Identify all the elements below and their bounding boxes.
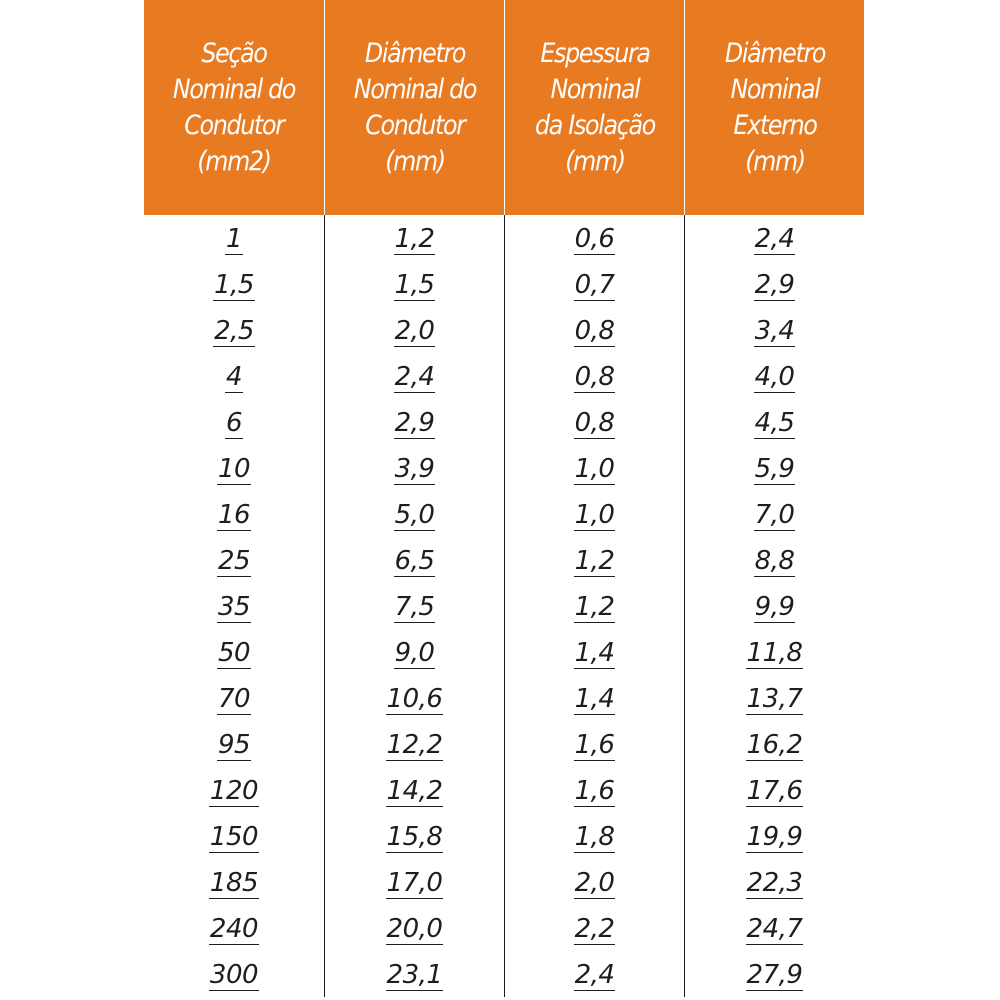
conductor-diameter-cell xyxy=(324,491,504,537)
cell-value: 16,2 xyxy=(746,730,803,760)
cross-section-cell xyxy=(144,537,324,583)
cell-value: 4,5 xyxy=(754,408,795,438)
external-diameter-cell xyxy=(684,583,864,629)
conductor-diameter-cell xyxy=(324,905,504,951)
cell-value: 2,0 xyxy=(574,868,615,898)
cell-value: 4 xyxy=(225,362,243,392)
insulation-thickness-cell xyxy=(504,905,684,951)
cell-value: 14,2 xyxy=(386,776,443,806)
insulation-thickness-cell xyxy=(504,721,684,767)
header-cell-insulation-thickness xyxy=(504,0,684,215)
external-diameter-cell xyxy=(684,905,864,951)
cell-value: 2,4 xyxy=(394,362,435,392)
external-diameter-cell xyxy=(684,491,864,537)
cell-value: 1,6 xyxy=(574,730,615,760)
header-line: Seção xyxy=(201,37,267,69)
conductor-diameter-cell xyxy=(324,813,504,859)
header-line: (mm) xyxy=(564,145,625,177)
cell-value: 16 xyxy=(217,500,251,530)
cell-value: 0,7 xyxy=(574,270,615,300)
header-line: da Isolação xyxy=(534,109,655,141)
cell-value: 0,8 xyxy=(574,316,615,346)
cell-value: 3,9 xyxy=(394,454,435,484)
table-row xyxy=(144,767,864,813)
cell-value: 5,0 xyxy=(394,500,435,530)
insulation-thickness-cell xyxy=(504,629,684,675)
table-row xyxy=(144,399,864,445)
header-line: Nominal xyxy=(729,73,820,105)
cell-value: 1,5 xyxy=(214,270,254,300)
insulation-thickness-cell xyxy=(504,491,684,537)
header-cell-external-diameter xyxy=(684,0,864,215)
conductor-diameter-cell xyxy=(324,859,504,905)
cell-value: 2,4 xyxy=(574,960,615,990)
header-line: Diâmetro xyxy=(364,37,465,69)
cell-value: 0,6 xyxy=(574,224,615,254)
external-diameter-cell xyxy=(684,721,864,767)
cell-value: 50 xyxy=(217,638,251,668)
header-line: Condutor xyxy=(184,109,284,141)
conductor-diameter-cell xyxy=(324,675,504,721)
cell-value: 3,4 xyxy=(754,316,795,346)
cell-value: 9,9 xyxy=(754,592,795,622)
header-line: Nominal xyxy=(549,73,640,105)
table-row xyxy=(144,491,864,537)
cell-value: 24,7 xyxy=(746,914,803,944)
header-cell-cross-section xyxy=(144,0,324,215)
cross-section-cell xyxy=(144,721,324,767)
external-diameter-cell xyxy=(684,675,864,721)
cell-value: 6,5 xyxy=(394,546,435,576)
conductor-diameter-cell xyxy=(324,353,504,399)
cross-section-cell xyxy=(144,491,324,537)
insulation-thickness-cell xyxy=(504,307,684,353)
conductor-diameter-cell xyxy=(324,767,504,813)
cell-value: 95 xyxy=(217,730,251,760)
cell-value: 12,2 xyxy=(386,730,443,760)
cell-value: 19,9 xyxy=(746,822,803,852)
cell-value: 1,8 xyxy=(574,822,615,852)
conductor-diameter-cell xyxy=(324,445,504,491)
cell-value: 1,2 xyxy=(574,546,615,576)
insulation-thickness-cell xyxy=(504,767,684,813)
cell-value: 17,0 xyxy=(386,868,443,898)
insulation-thickness-cell xyxy=(504,583,684,629)
table-row xyxy=(144,537,864,583)
cell-value: 2,2 xyxy=(574,914,615,944)
cell-value: 1 xyxy=(225,224,243,254)
table-row xyxy=(144,675,864,721)
insulation-thickness-cell xyxy=(504,215,684,261)
header-line: Nominal do xyxy=(353,73,476,105)
table-header-row xyxy=(144,0,864,215)
cell-value: 1,4 xyxy=(574,684,615,714)
insulation-thickness-cell xyxy=(504,859,684,905)
cross-section-cell xyxy=(144,261,324,307)
cell-value: 0,8 xyxy=(574,362,615,392)
cross-section-cell xyxy=(144,951,324,997)
cell-value: 9,0 xyxy=(394,638,435,668)
conductor-diameter-cell xyxy=(324,583,504,629)
cross-section-cell xyxy=(144,399,324,445)
insulation-thickness-cell xyxy=(504,445,684,491)
external-diameter-cell xyxy=(684,951,864,997)
conductor-diameter-cell xyxy=(324,307,504,353)
cell-value: 1,2 xyxy=(574,592,615,622)
cell-value: 1,2 xyxy=(394,224,435,254)
cell-value: 1,4 xyxy=(574,638,615,668)
insulation-thickness-cell xyxy=(504,261,684,307)
external-diameter-cell xyxy=(684,215,864,261)
conductor-diameter-cell xyxy=(324,399,504,445)
cell-value: 27,9 xyxy=(746,960,803,990)
cell-value: 2,9 xyxy=(394,408,435,438)
cell-value: 10,6 xyxy=(386,684,443,714)
table-row xyxy=(144,445,864,491)
header-line: Espessura xyxy=(539,37,650,69)
cross-section-cell xyxy=(144,905,324,951)
insulation-thickness-cell xyxy=(504,813,684,859)
cell-value: 1,6 xyxy=(574,776,615,806)
header-line: Condutor xyxy=(364,109,465,141)
external-diameter-cell xyxy=(684,307,864,353)
table-row xyxy=(144,307,864,353)
insulation-thickness-cell xyxy=(504,675,684,721)
cell-value: 0,8 xyxy=(574,408,615,438)
cell-value: 2,0 xyxy=(394,316,435,346)
table-row xyxy=(144,721,864,767)
cell-value: 6 xyxy=(225,408,243,438)
table-row xyxy=(144,951,864,997)
cell-value: 2,5 xyxy=(214,316,254,346)
cell-value: 10 xyxy=(217,454,251,484)
insulation-thickness-cell xyxy=(504,353,684,399)
header-cell-conductor-diameter xyxy=(324,0,504,215)
cell-value: 23,1 xyxy=(386,960,443,990)
cell-value: 11,8 xyxy=(746,638,803,668)
header-line: Externo xyxy=(732,109,817,141)
cell-value: 8,8 xyxy=(754,546,795,576)
cell-value: 1,5 xyxy=(394,270,435,300)
insulation-thickness-cell xyxy=(504,537,684,583)
cell-value: 240 xyxy=(209,914,259,944)
cell-value: 22,3 xyxy=(746,868,803,898)
cross-section-cell xyxy=(144,353,324,399)
cross-section-cell xyxy=(144,307,324,353)
cross-section-cell xyxy=(144,445,324,491)
header-line: (mm) xyxy=(384,145,445,177)
cell-value: 1,0 xyxy=(574,500,615,530)
table-row xyxy=(144,215,864,261)
cross-section-cell xyxy=(144,583,324,629)
cable-spec-table xyxy=(144,0,864,1000)
cell-value: 1,0 xyxy=(574,454,615,484)
external-diameter-cell xyxy=(684,813,864,859)
cell-value: 25 xyxy=(217,546,251,576)
cell-value: 7,0 xyxy=(754,500,795,530)
table-row xyxy=(144,583,864,629)
cross-section-cell xyxy=(144,767,324,813)
cell-value: 35 xyxy=(217,592,251,622)
table-row xyxy=(144,859,864,905)
cross-section-cell xyxy=(144,813,324,859)
cell-value: 5,9 xyxy=(754,454,795,484)
insulation-thickness-cell xyxy=(504,951,684,997)
conductor-diameter-cell xyxy=(324,215,504,261)
cross-section-cell xyxy=(144,859,324,905)
conductor-diameter-cell xyxy=(324,537,504,583)
cell-value: 17,6 xyxy=(746,776,803,806)
cell-value: 20,0 xyxy=(386,914,443,944)
table-row xyxy=(144,261,864,307)
external-diameter-cell xyxy=(684,353,864,399)
conductor-diameter-cell xyxy=(324,951,504,997)
table-row xyxy=(144,353,864,399)
external-diameter-cell xyxy=(684,629,864,675)
external-diameter-cell xyxy=(684,399,864,445)
external-diameter-cell xyxy=(684,859,864,905)
cell-value: 2,9 xyxy=(754,270,795,300)
conductor-diameter-cell xyxy=(324,261,504,307)
cell-value: 4,0 xyxy=(754,362,795,392)
table-row xyxy=(144,813,864,859)
cross-section-cell xyxy=(144,675,324,721)
table-body xyxy=(144,215,864,997)
cell-value: 150 xyxy=(209,822,259,852)
conductor-diameter-cell xyxy=(324,629,504,675)
insulation-thickness-cell xyxy=(504,399,684,445)
table-row xyxy=(144,905,864,951)
cell-value: 120 xyxy=(209,776,259,806)
external-diameter-cell xyxy=(684,261,864,307)
external-diameter-cell xyxy=(684,445,864,491)
external-diameter-cell xyxy=(684,767,864,813)
cell-value: 300 xyxy=(209,960,259,990)
cross-section-cell xyxy=(144,629,324,675)
cross-section-cell xyxy=(144,215,324,261)
external-diameter-cell xyxy=(684,537,864,583)
table-row xyxy=(144,629,864,675)
header-line: Diâmetro xyxy=(724,37,825,69)
cell-value: 2,4 xyxy=(754,224,795,254)
header-line: (mm2) xyxy=(197,145,271,177)
cell-value: 70 xyxy=(217,684,251,714)
header-line: Nominal do xyxy=(172,73,296,105)
cell-value: 185 xyxy=(209,868,259,898)
cell-value: 13,7 xyxy=(746,684,803,714)
cell-value: 7,5 xyxy=(394,592,435,622)
cell-value: 15,8 xyxy=(386,822,443,852)
header-line: (mm) xyxy=(744,145,805,177)
conductor-diameter-cell xyxy=(324,721,504,767)
